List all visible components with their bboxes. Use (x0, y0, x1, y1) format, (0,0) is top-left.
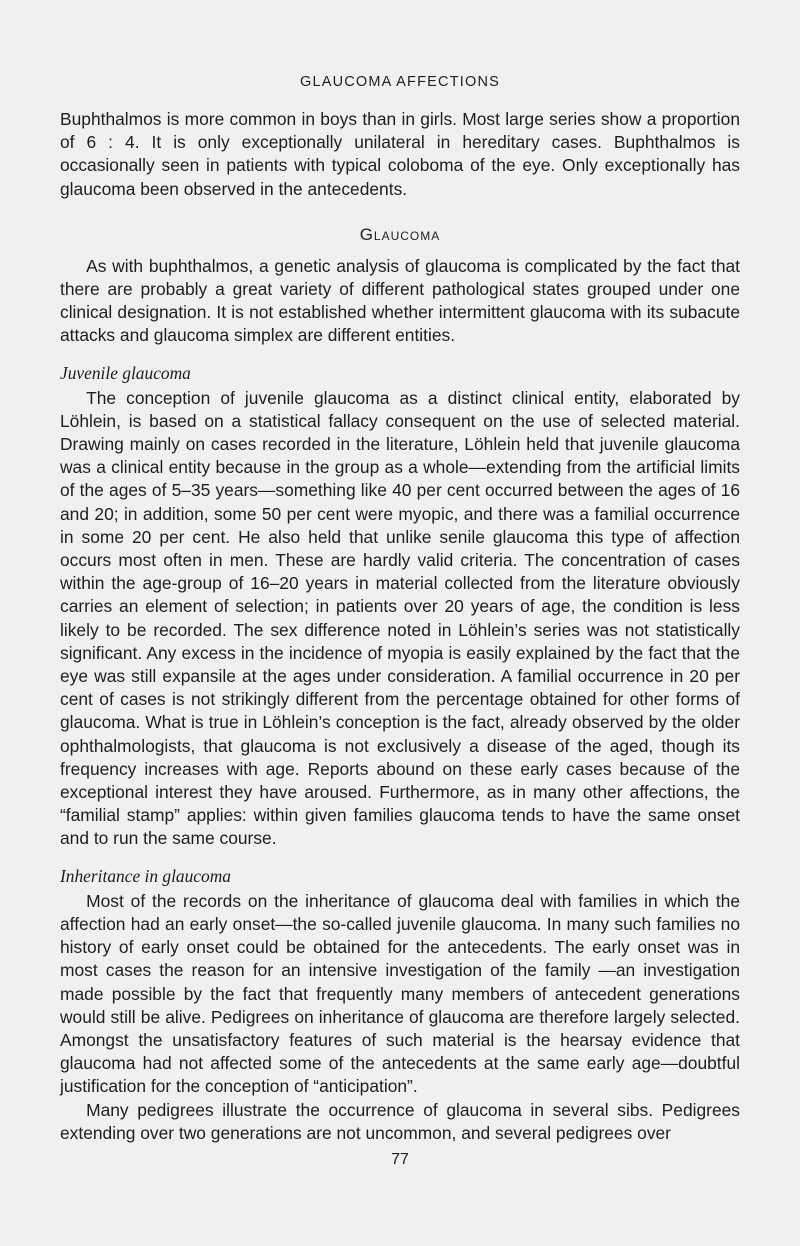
section-title: Glaucoma (359, 224, 441, 244)
page-number: 77 (391, 1150, 409, 1168)
juvenile-glaucoma-paragraph: The conception of juvenile glaucoma as a distinct clinical entity, elaborated by Löhlein, is based on a statistical fallacy consequent on the use of selected material. Drawing mainly on cases recorded in the literature, Löhlein held that juvenile glaucoma was a clinical entity because in the group as a whole—extending from the artificial limits of the ages of 5–35 years—something like 40 per cent occurred between the ages of 16 and 20; in addition, some 50 per cent were myopic, and there was a familial occurrence in some 20 per cent. He also held that unlike senile glaucoma this type of affection occurs most often in men. These are hardly valid criteria. The concentration of cases within the age-group of 16–20 years in material collected from the literature obviously carries an element of selection; in patients over 20 years of age, the condition is less likely to be recorded. The sex difference noted in Löhlein’s series was not statistically significant. Any excess in the incidence of myopia is easily explained by the fact that the eye was still expansile at the ages under consideration. A familial occurrence in 20 per cent of cases is not strikingly different from the percentage obtained for other forms of glaucoma. What is true in Löhlein’s conception is the fact, already observed by the older ophthalmologists, that glaucoma is not exclusively a disease of the aged, though its frequency increases with age. Reports abound on these early cases because of the exceptional interest they have aroused. Furthermore, as in many other affections, the “familial stamp” applies: within given families glaucoma tends to have the same onset and to run the same course. (60, 387, 740, 849)
intro-paragraph: Buphthalmos is more common in boys than in girls. Most large series show a proportion of 6 : 4. It is only exceptionally unilateral in hereditary cases. Buphthalmos is occasionally seen in patients with typical coloboma of the eye. Only exceptionally has glaucoma been observed in the antecedents. (60, 109, 740, 199)
running-head: GLAUCOMA AFFECTIONS (299, 74, 501, 90)
inheritance-paragraph-1: Most of the records on the inheritance of glaucoma deal with families in which the affection had an early onset—the so-called juvenile glaucoma. In many such families no history of early onset could be obtained for the antecedents. The early onset was in most cases the reason for an intensive investigation of the family —an investigation made possible by the fact that frequently many members of antecedent generations would still be alive. Pedigrees on inheritance of glaucoma are therefore largely selected. Amongst the unsatisfactory features of such material is the hearsay evidence that glaucoma had not affected some of the antecedents at the same early age—doubtful justification for the conception of “anticipation”. (60, 890, 740, 1097)
inheritance-paragraph-2: Many pedigrees illustrate the occurrence of glaucoma in several sibs. Pedigrees extending over two generations are not uncommon, and several pedigrees over (60, 1099, 740, 1143)
glaucoma-paragraph: As with buphthalmos, a genetic analysis of glaucoma is complicated by the fact that there are probably a great variety of different pathological states grouped under one clinical designation. It is not established whether intermittent glaucoma with its subacute attacks and glaucoma simplex are different entities. (60, 255, 740, 346)
juvenile-glaucoma-heading: Juvenile glaucoma (60, 362, 191, 383)
inheritance-heading: Inheritance in glaucoma (60, 865, 231, 886)
book-page (60, 74, 740, 1169)
